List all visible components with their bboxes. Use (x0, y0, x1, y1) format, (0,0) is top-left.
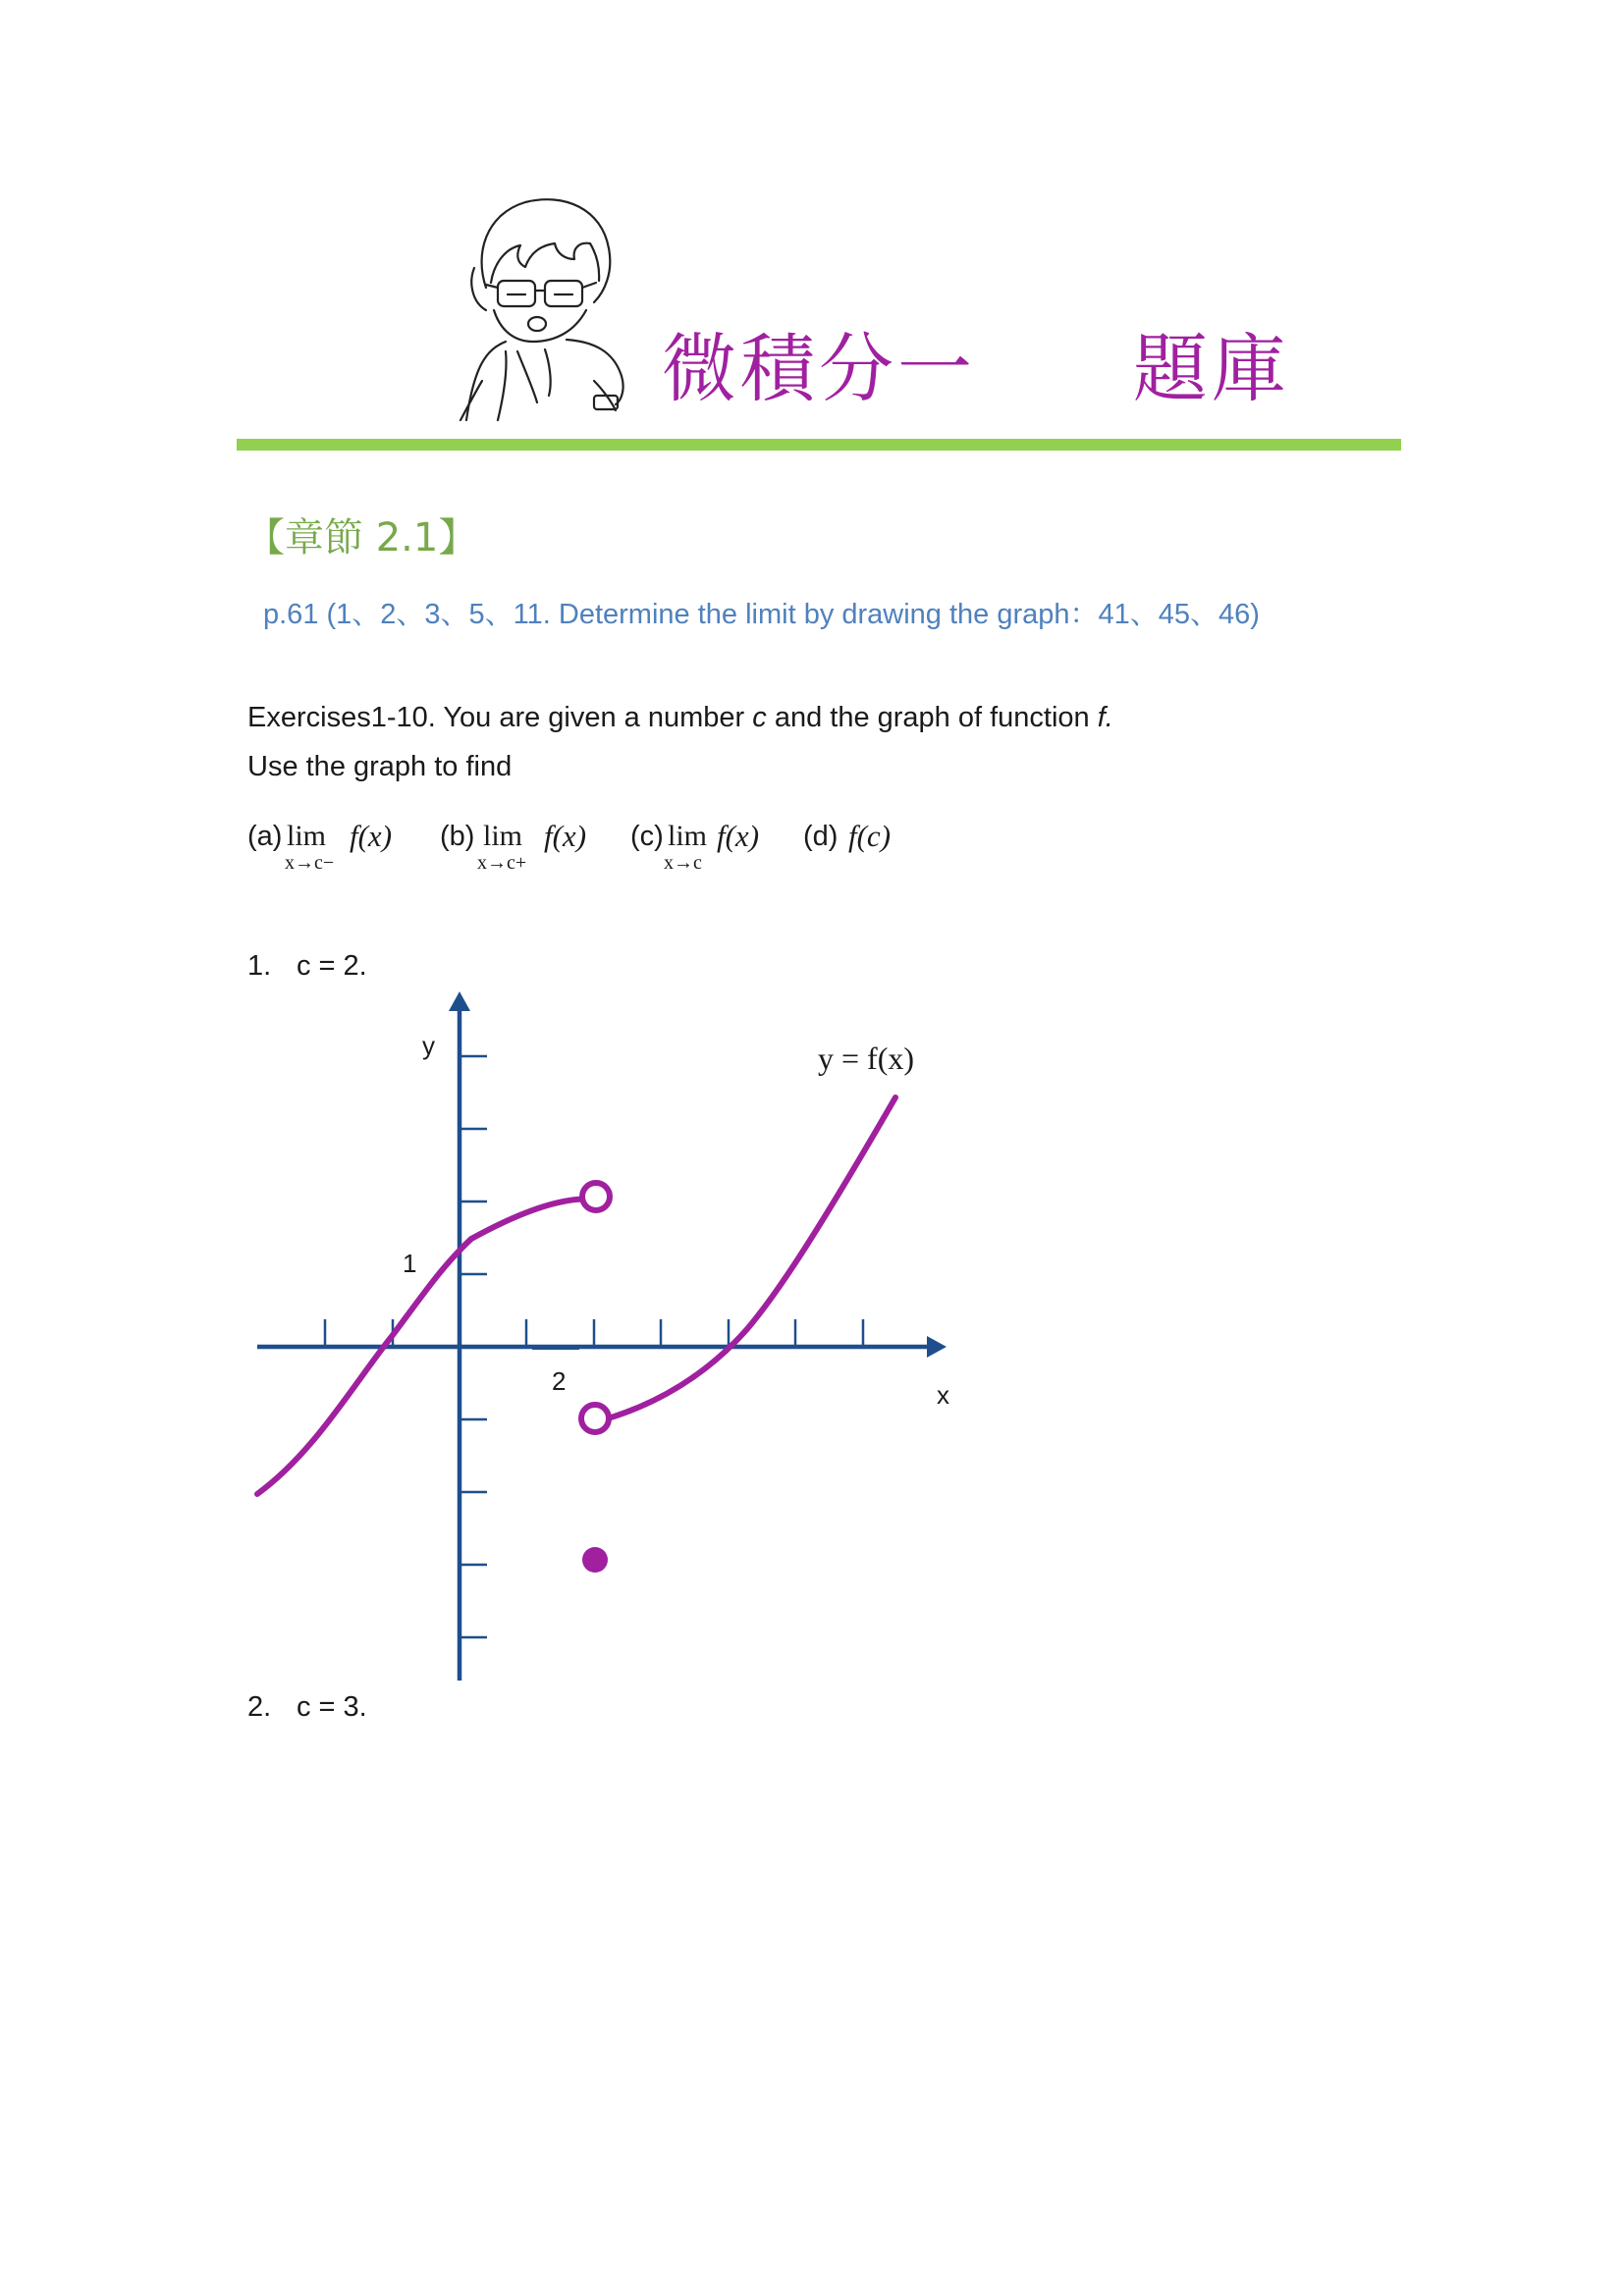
open-point-lower (581, 1405, 609, 1432)
y-axis (449, 991, 470, 1681)
exercise-2 (247, 1693, 367, 1722)
instructions-text: and the graph of function (766, 702, 1098, 733)
x-axis-ticks (325, 1319, 863, 1349)
curve-right-branch (605, 1097, 895, 1419)
page-title: 微積分一 題庫 (662, 325, 1290, 412)
open-point-upper (582, 1183, 610, 1210)
limit-c-lim: lim (668, 820, 708, 852)
limit-b-lim: lim (483, 820, 523, 852)
exercise-condition: c = 3. (297, 1691, 367, 1723)
function-graph (245, 982, 952, 1688)
limit-a-expression: f(x) (350, 819, 393, 853)
limit-b-expression: f(x) (544, 819, 587, 853)
value-d-label: (d) (803, 821, 839, 852)
y-tick-label: 1 (403, 1249, 417, 1278)
limit-b-label: (b) (440, 821, 475, 852)
cartoon-character-illustration (447, 194, 682, 422)
exercise-number: 2. (247, 1691, 272, 1723)
limit-a-label: (a) (247, 821, 283, 852)
exercise-number: 1. (247, 950, 272, 982)
curve-label: y = f(x) (818, 1041, 915, 1076)
limit-c-label: (c) (630, 821, 664, 852)
x-axis (257, 1336, 947, 1358)
limit-a-subscript: x→c− (285, 852, 335, 874)
y-axis-label: y (422, 1031, 435, 1060)
variable-f: f. (1097, 702, 1113, 733)
value-d-expression: f(c) (848, 819, 892, 853)
exercise-condition: c = 2. (297, 950, 367, 982)
instructions-line-2: Use the graph to find (247, 751, 513, 782)
exercise-instructions (247, 704, 1113, 732)
limit-c-subscript: x→c (664, 852, 702, 874)
exercise-1 (247, 952, 367, 981)
variable-c: c (752, 702, 767, 733)
limit-b-subscript: x→c+ (477, 852, 527, 874)
limit-c-expression: f(x) (717, 819, 760, 853)
title-divider (237, 439, 1401, 451)
x-tick-label: 2 (552, 1366, 567, 1396)
instructions-text: Exercises1-10. You are given a number (247, 702, 753, 733)
page-reference: p.61 (1、2、3、5、11. Determine the limit by drawing the graph：41、45、46) (263, 599, 1260, 630)
section-heading: 【章節 2.1】 (245, 515, 478, 561)
x-axis-label: x (937, 1380, 949, 1410)
limit-a-lim: lim (287, 820, 327, 852)
closed-point (582, 1547, 608, 1573)
